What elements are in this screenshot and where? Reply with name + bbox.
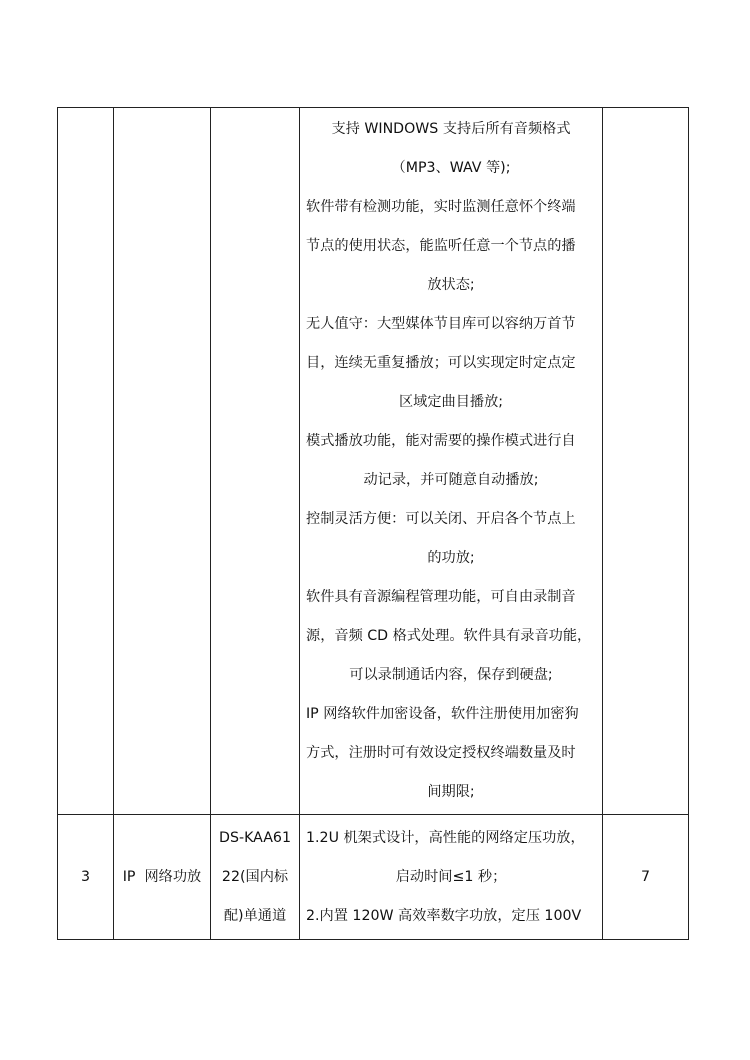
description-line: （MP3、WAV 等);: [391, 160, 511, 176]
cell-name: [114, 108, 211, 815]
description-line: 启动时间≤1 秒；: [395, 868, 507, 885]
description-line: 支持 WINDOWS 支持后所有音频格式: [331, 121, 571, 137]
description-line: 软件具有音源编程管理功能，可自由录制音: [306, 589, 576, 605]
cell-quantity: 7: [603, 815, 689, 940]
cell-description: [300, 815, 603, 940]
description-line: 目，连续无重复播放；可以实现定时定点定: [306, 355, 576, 371]
description-line: 1.2U 机架式设计，高性能的网络定压功放，: [306, 829, 585, 846]
cell-name: IP 网络功放: [114, 815, 211, 940]
description-line: 无人值守：大型媒体节目库可以容纳万首节: [306, 316, 576, 332]
cell-no: 3: [58, 815, 114, 940]
cell-model: [211, 108, 300, 815]
description-line: 区域定曲目播放;: [398, 394, 504, 410]
model-line: 22(国内标: [221, 868, 289, 885]
spec-table: [57, 107, 689, 940]
cell-quantity: [603, 108, 689, 815]
description-line: 放状态;: [427, 277, 475, 293]
table-row-3: [58, 815, 689, 940]
cell-description: [300, 108, 603, 815]
description-line: 2.内置 120W 高效率数字功放，定压 100V: [306, 907, 582, 924]
description-line: 动记录，并可随意自动播放;: [363, 472, 539, 488]
model-line: 配)单通道: [223, 907, 287, 924]
cell-model: [211, 815, 300, 940]
table-row-continued: [58, 108, 689, 815]
description-line: 方式，注册时可有效设定授权终端数量及时: [306, 745, 576, 761]
description-line: 可以录制通话内容，保存到硬盘;: [349, 667, 553, 683]
model-line: DS-KAA61: [219, 829, 291, 846]
description-line: 控制灵活方便：可以关闭、开启各个节点上: [306, 511, 576, 527]
description-line: 间期限;: [427, 784, 475, 800]
description-line: 模式播放功能，能对需要的操作模式进行自: [306, 433, 576, 449]
cell-no: [58, 108, 114, 815]
description-line: 软件带有检测功能，实时监测任意怀个终端: [306, 199, 576, 215]
description-line: IP 网络软件加密设备，软件注册使用加密狗: [306, 706, 579, 722]
description-line: 的功放;: [427, 550, 475, 566]
description-line: 源，音频 CD 格式处理。软件具有录音功能，: [306, 628, 592, 644]
description-line: 节点的使用状态，能监听任意一个节点的播: [306, 238, 576, 254]
